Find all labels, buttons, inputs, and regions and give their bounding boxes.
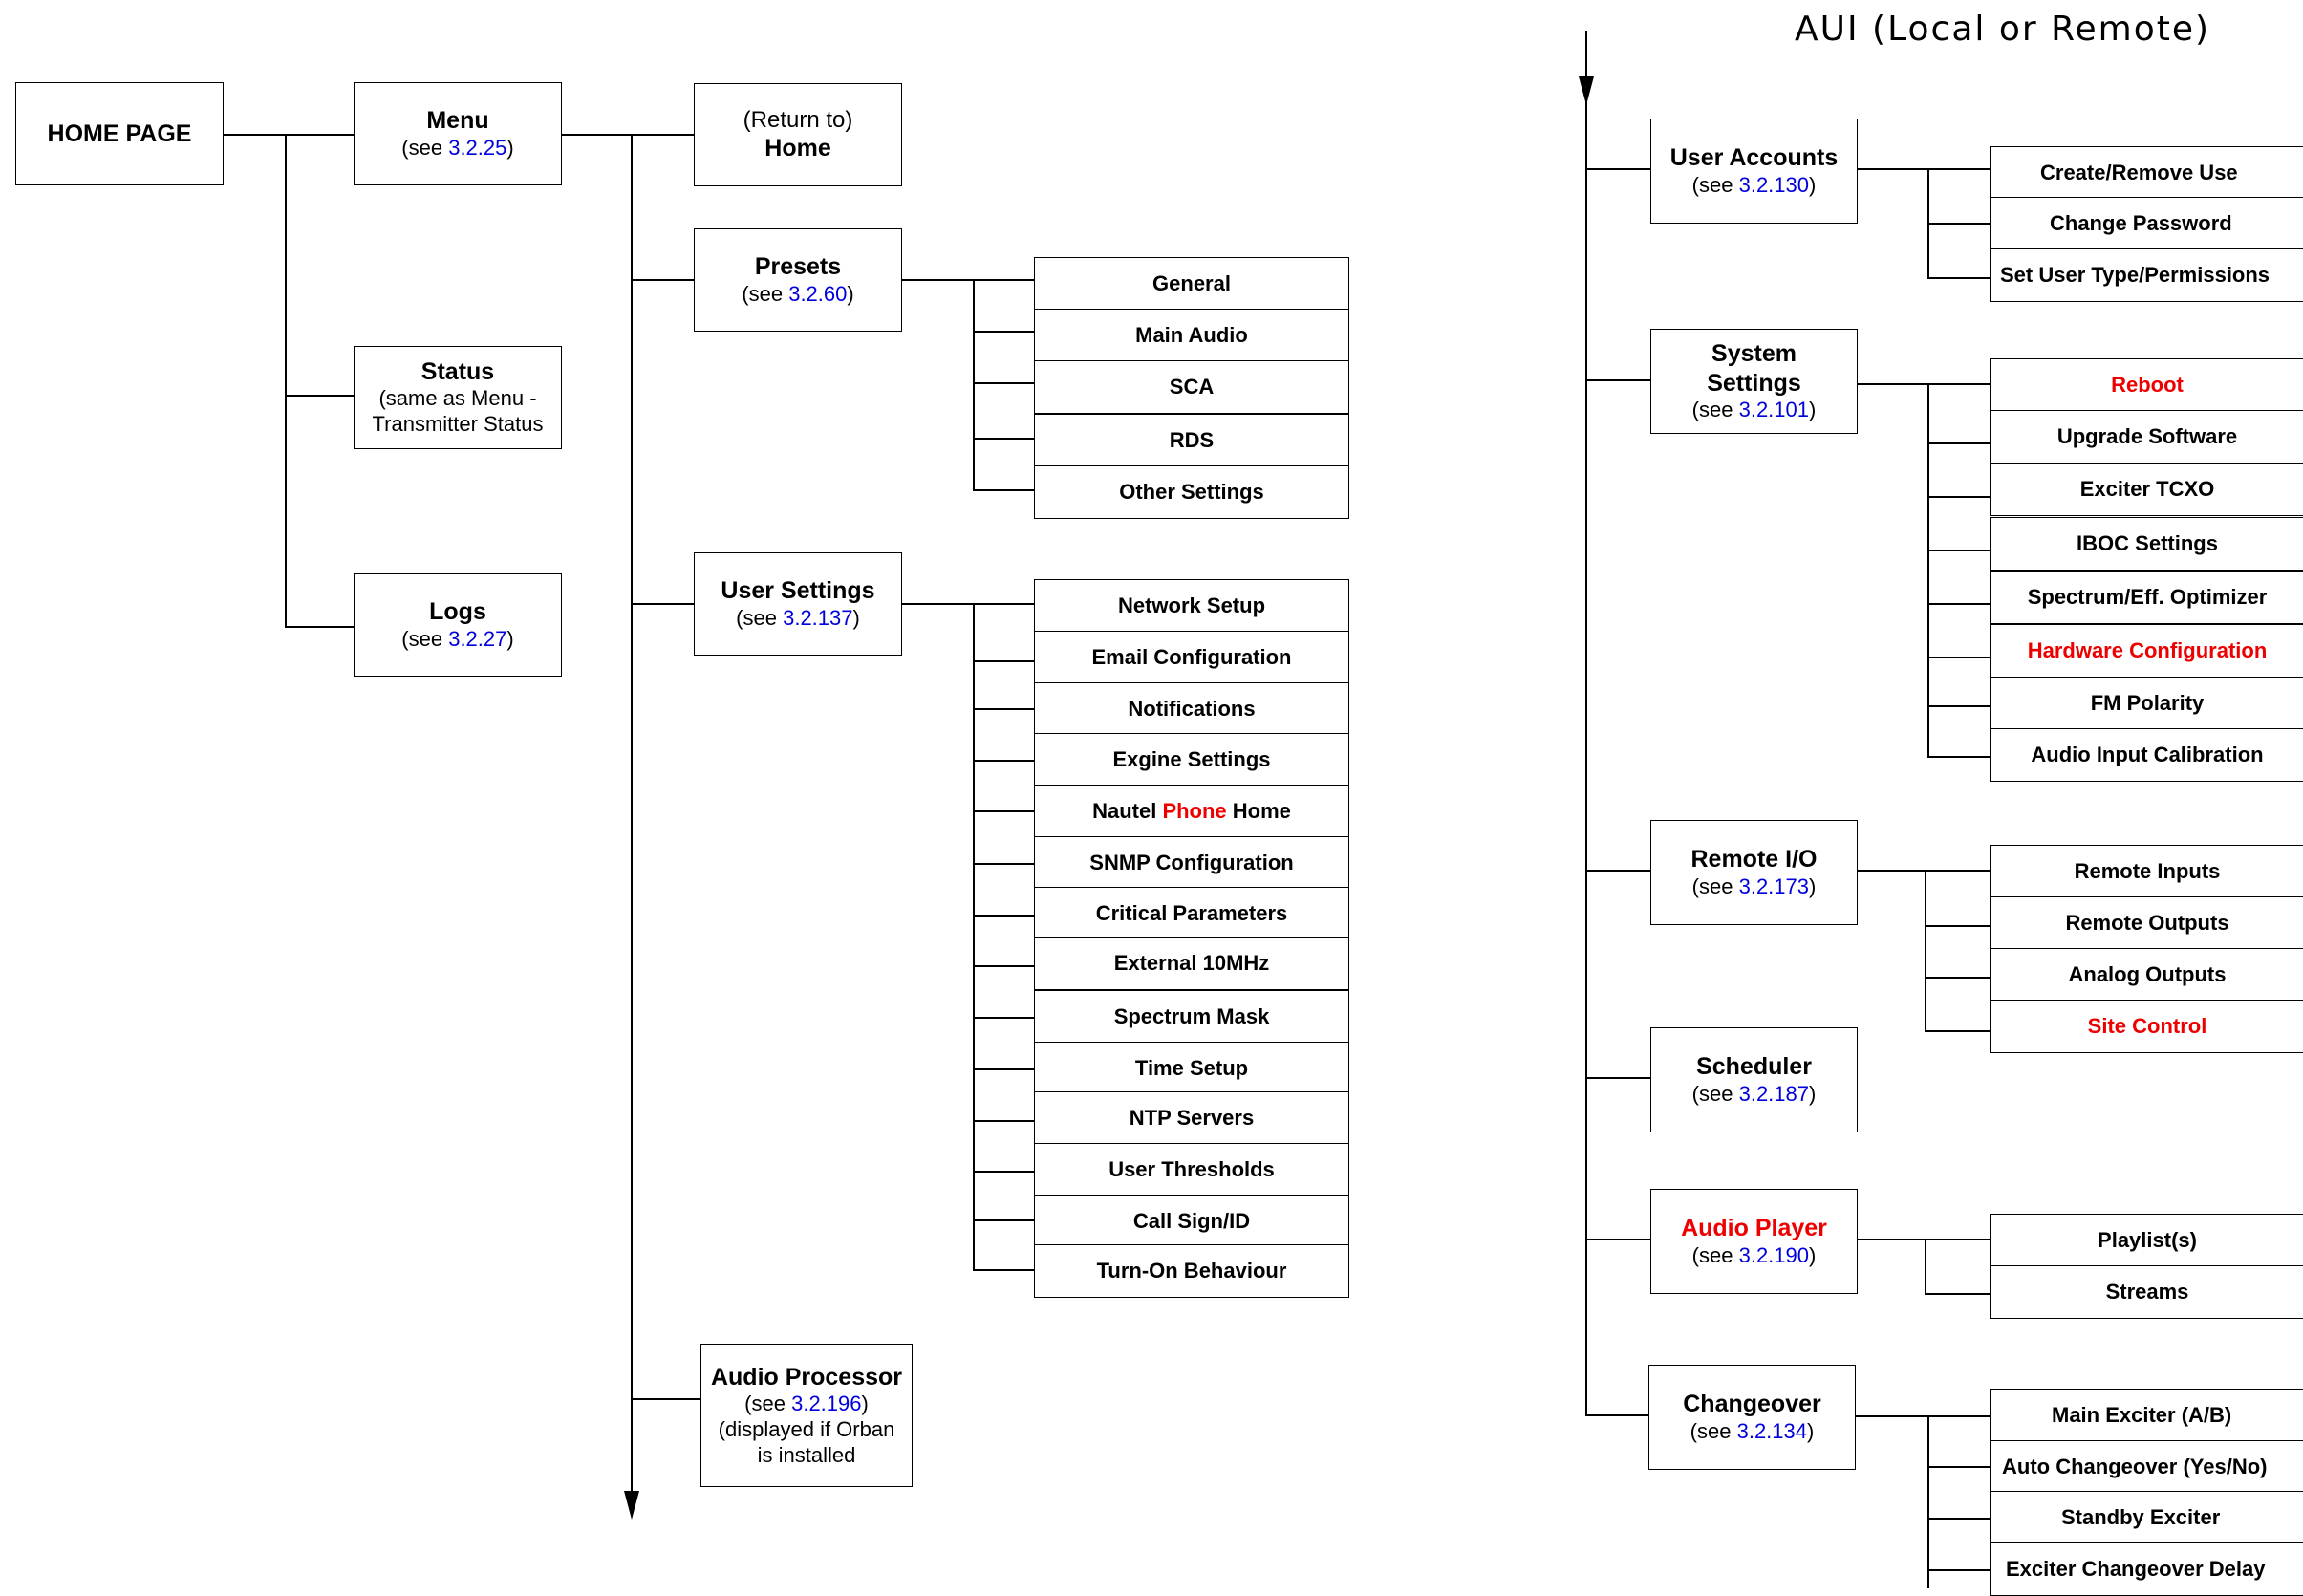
connector xyxy=(1925,1293,1991,1295)
logs-title: Logs xyxy=(429,598,486,626)
user-accounts-title: User Accounts xyxy=(1669,144,1839,172)
user-setting-item[interactable]: Time Setup xyxy=(1034,1042,1349,1095)
connector xyxy=(1854,1415,1991,1417)
preset-item[interactable]: General xyxy=(1034,257,1349,311)
system-settings-ref-link[interactable]: 3.2.101 xyxy=(1738,398,1809,422)
audio-player-node[interactable] xyxy=(1650,1189,1858,1294)
scheduler-ref: (see 3.2.187) xyxy=(1691,1081,1817,1106)
connector xyxy=(1927,603,1991,605)
connector xyxy=(1856,168,1991,170)
user-setting-item[interactable]: Spectrum Mask xyxy=(1034,990,1349,1044)
audio-player-ref: (see 3.2.190) xyxy=(1691,1242,1817,1267)
connector xyxy=(973,438,1036,440)
user-accounts-ref-link[interactable]: 3.2.130 xyxy=(1738,172,1809,197)
audio-processor-note-1: (displayed if Orban xyxy=(718,1416,895,1441)
presets-ref: (see 3.2.60) xyxy=(742,281,854,306)
connector xyxy=(1585,168,1650,170)
user-setting-item-phone-home[interactable]: Nautel Phone Home xyxy=(1034,785,1349,838)
user-setting-item[interactable]: Critical Parameters xyxy=(1034,887,1349,940)
connector xyxy=(973,382,1036,384)
connector xyxy=(973,1171,1036,1173)
presets-ref-link[interactable]: 3.2.60 xyxy=(788,281,848,306)
status-node[interactable] xyxy=(354,346,562,449)
user-accounts-node[interactable] xyxy=(1650,119,1858,224)
logs-ref-link[interactable]: 3.2.27 xyxy=(448,626,507,651)
user-accounts-ref: (see 3.2.130) xyxy=(1691,172,1817,197)
connector xyxy=(973,489,1036,491)
audio-player-item[interactable]: Playlist(s) xyxy=(1990,1214,2303,1267)
connector xyxy=(902,279,1036,281)
changeover-item[interactable]: Main Exciter (A/B) xyxy=(1990,1389,2303,1442)
user-settings-ref: (see 3.2.137) xyxy=(736,605,860,630)
connector xyxy=(973,1269,1036,1271)
system-settings-ref: (see 3.2.101) xyxy=(1691,398,1817,422)
connector xyxy=(973,965,1036,967)
changeover-ref: (see 3.2.134) xyxy=(1690,1418,1815,1443)
scheduler-title: Scheduler xyxy=(1696,1053,1812,1081)
audio-processor-ref-link[interactable]: 3.2.196 xyxy=(791,1391,862,1415)
connector xyxy=(1927,1569,1991,1571)
connector xyxy=(1927,496,1991,498)
user-setting-item[interactable]: Email Configuration xyxy=(1034,631,1349,684)
connector xyxy=(973,660,1036,662)
connector xyxy=(1925,1030,1991,1032)
remote-io-item[interactable]: Remote Inputs xyxy=(1990,845,2303,898)
status-title: Status xyxy=(420,357,495,385)
remote-io-ref-link[interactable]: 3.2.173 xyxy=(1738,873,1809,898)
home-page-label: HOME PAGE xyxy=(47,119,192,147)
changeover-ref-link[interactable]: 3.2.134 xyxy=(1736,1418,1807,1443)
page-title: AUI (Local or Remote) xyxy=(1795,10,2211,49)
status-note-1: (same as Menu - xyxy=(378,386,537,411)
menu-ref: (see 3.2.25) xyxy=(401,135,514,160)
user-settings-ref-link[interactable]: 3.2.137 xyxy=(783,605,853,630)
connector xyxy=(222,134,355,136)
scheduler-node[interactable] xyxy=(1650,1027,1858,1132)
preset-item[interactable]: Main Audio xyxy=(1034,309,1349,362)
preset-item[interactable]: RDS xyxy=(1034,414,1349,467)
system-settings-item[interactable]: Exciter TCXO xyxy=(1990,463,2303,516)
system-settings-item-reboot[interactable]: Reboot xyxy=(1990,358,2303,412)
system-settings-title-1: System xyxy=(1711,340,1797,368)
system-settings-item[interactable]: Spectrum/Eff. Optimizer xyxy=(1990,571,2303,624)
connector xyxy=(1925,1239,1926,1295)
connector xyxy=(285,134,287,628)
home-page-node[interactable] xyxy=(15,82,224,185)
system-settings-item[interactable]: FM Polarity xyxy=(1990,677,2303,730)
connector xyxy=(1927,550,1991,551)
user-settings-title: User Settings xyxy=(721,577,875,605)
user-setting-item[interactable]: Call Sign/ID xyxy=(1034,1195,1349,1248)
connector xyxy=(631,1398,701,1400)
connector xyxy=(285,395,355,397)
arrow-down-icon xyxy=(1579,76,1594,105)
user-setting-item[interactable]: Exgine Settings xyxy=(1034,733,1349,787)
preset-item[interactable]: SCA xyxy=(1034,360,1349,414)
connector xyxy=(1585,379,1650,381)
connector xyxy=(973,279,975,491)
connector xyxy=(1856,1239,1991,1240)
user-setting-item[interactable]: External 10MHz xyxy=(1034,937,1349,990)
user-setting-item[interactable]: Notifications xyxy=(1034,682,1349,736)
user-accounts-item[interactable]: Set User Type/Permissions xyxy=(1990,248,2303,302)
audio-processor-note-2: is installed xyxy=(757,1442,856,1467)
logs-node[interactable] xyxy=(354,573,562,677)
system-settings-item[interactable]: Audio Input Calibration xyxy=(1990,728,2303,782)
connector xyxy=(973,1017,1036,1019)
user-setting-item[interactable]: SNMP Configuration xyxy=(1034,836,1349,890)
audio-player-ref-link[interactable]: 3.2.190 xyxy=(1738,1242,1809,1267)
connector xyxy=(1927,705,1991,707)
connector xyxy=(1925,977,1991,979)
remote-io-item[interactable]: Analog Outputs xyxy=(1990,948,2303,1002)
connector xyxy=(1927,223,1991,225)
connector xyxy=(973,331,1036,333)
user-settings-node[interactable] xyxy=(694,552,902,656)
connector xyxy=(1927,1415,1929,1588)
user-setting-item[interactable]: User Thresholds xyxy=(1034,1143,1349,1197)
connector xyxy=(973,915,1036,917)
user-accounts-item[interactable]: Change Password xyxy=(1990,197,2303,250)
audio-processor-ref: (see 3.2.196) xyxy=(744,1391,869,1415)
user-setting-item[interactable]: Network Setup xyxy=(1034,579,1349,633)
presets-node[interactable] xyxy=(694,228,902,332)
system-settings-node[interactable] xyxy=(1650,329,1858,434)
connector xyxy=(1925,925,1991,927)
audio-processor-node[interactable] xyxy=(700,1344,913,1487)
connector xyxy=(631,279,696,281)
menu-ref-link[interactable]: 3.2.25 xyxy=(448,135,507,160)
connector xyxy=(973,1120,1036,1122)
connector xyxy=(973,1219,1036,1221)
connector xyxy=(1927,442,1991,444)
changeover-node[interactable] xyxy=(1648,1365,1856,1470)
connector xyxy=(631,603,696,605)
connector xyxy=(1927,1518,1991,1520)
connector xyxy=(973,810,1036,812)
remote-io-ref: (see 3.2.173) xyxy=(1691,873,1817,898)
changeover-item[interactable]: Exciter Changeover Delay xyxy=(1990,1542,2303,1596)
preset-item[interactable]: Other Settings xyxy=(1034,465,1349,519)
audio-processor-title: Audio Processor xyxy=(710,1363,903,1391)
audio-player-title: Audio Player xyxy=(1681,1215,1827,1242)
remote-io-node[interactable] xyxy=(1650,820,1858,925)
connector xyxy=(973,760,1036,762)
connector xyxy=(1856,383,1991,385)
return-home-title: Home xyxy=(764,135,831,162)
system-settings-item-hardware[interactable]: Hardware Configuration xyxy=(1990,624,2303,678)
connector xyxy=(560,134,696,136)
connector xyxy=(1585,1414,1650,1416)
audio-player-item[interactable]: Streams xyxy=(1990,1265,2303,1319)
logs-ref: (see 3.2.27) xyxy=(401,626,514,651)
changeover-item[interactable]: Auto Changeover (Yes/No) xyxy=(1990,1440,2303,1494)
menu-spine xyxy=(631,134,633,1502)
system-settings-item[interactable]: Upgrade Software xyxy=(1990,410,2303,464)
system-settings-title-2: Settings xyxy=(1707,369,1801,397)
connector xyxy=(1585,1077,1650,1079)
system-settings-item[interactable]: IBOC Settings xyxy=(1990,517,2303,571)
return-home-node[interactable] xyxy=(694,83,902,186)
remote-io-item[interactable]: Remote Outputs xyxy=(1990,896,2303,950)
user-accounts-item[interactable]: Create/Remove Use xyxy=(1990,146,2303,200)
aui-spine xyxy=(1585,31,1587,1416)
connector xyxy=(973,863,1036,865)
menu-node[interactable] xyxy=(354,82,562,185)
return-home-note: (Return to) xyxy=(743,107,853,134)
connector xyxy=(973,1068,1036,1070)
connector xyxy=(1585,870,1650,872)
connector xyxy=(1927,657,1991,658)
changeover-title: Changeover xyxy=(1683,1391,1821,1418)
connector xyxy=(1925,870,1926,1032)
presets-title: Presets xyxy=(754,253,842,281)
user-setting-item[interactable]: Turn-On Behaviour xyxy=(1034,1244,1349,1298)
scheduler-ref-link[interactable]: 3.2.187 xyxy=(1738,1081,1809,1106)
connector xyxy=(973,708,1036,710)
connector xyxy=(1927,1466,1991,1468)
connector xyxy=(1927,383,1929,758)
connector xyxy=(1927,756,1991,758)
status-note-2: Transmitter Status xyxy=(372,412,544,437)
connector xyxy=(285,626,355,628)
changeover-item[interactable]: Standby Exciter xyxy=(1990,1491,2303,1544)
connector xyxy=(1856,870,1991,872)
connector xyxy=(1585,1239,1650,1240)
connector xyxy=(1927,277,1991,279)
menu-title: Menu xyxy=(426,107,489,135)
connector xyxy=(902,603,1036,605)
remote-io-title: Remote I/O xyxy=(1690,846,1818,873)
remote-io-item-site-control[interactable]: Site Control xyxy=(1990,1000,2303,1053)
arrow-down-icon xyxy=(624,1491,639,1520)
user-setting-item[interactable]: NTP Servers xyxy=(1034,1091,1349,1145)
